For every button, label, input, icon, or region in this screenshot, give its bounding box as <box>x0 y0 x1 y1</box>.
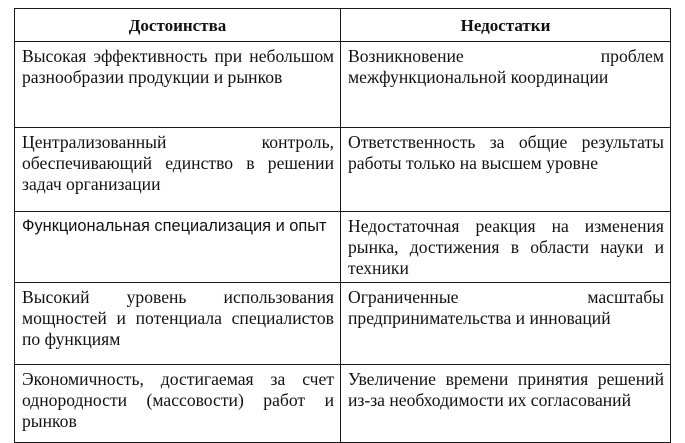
disadvantage-cell: Недостаточная реакция на изменения рынка, достижения в области науки и техники <box>341 212 671 283</box>
advantage-cell: Высокая эффективность при небольшом разнообразии продукции и рынков <box>15 42 341 128</box>
advantage-cell: Экономичность, достигаемая за счет однородности (массовости) работ и рынков <box>15 365 341 443</box>
header-advantages: Достоинства <box>15 9 341 42</box>
table-row <box>15 283 671 365</box>
header-disadvantages: Недостатки <box>341 9 671 42</box>
table-header-row <box>15 9 671 42</box>
advantages-disadvantages-table-container <box>14 8 670 431</box>
table-row <box>15 212 671 283</box>
advantages-disadvantages-table <box>14 8 671 443</box>
disadvantage-cell: Возникновение проблем межфункциональной координации <box>341 42 671 128</box>
advantage-cell: Централизованный контроль, обеспечивающий единство в решении задач организации <box>15 128 341 212</box>
advantage-cell: Функциональная специализация и опыт <box>15 212 341 283</box>
disadvantage-cell: Увеличение времени принятия решений из-за необходимости их согласований <box>341 365 671 443</box>
disadvantage-cell: Ограниченные масштабы предпринимательства и инноваций <box>341 283 671 365</box>
table-row <box>15 42 671 128</box>
advantage-cell: Высокий уровень использования мощностей и потенциала специалистов по функциям <box>15 283 341 365</box>
table-row <box>15 128 671 212</box>
disadvantage-cell: Ответственность за общие результаты работы только на высшем уровне <box>341 128 671 212</box>
table-row <box>15 365 671 443</box>
